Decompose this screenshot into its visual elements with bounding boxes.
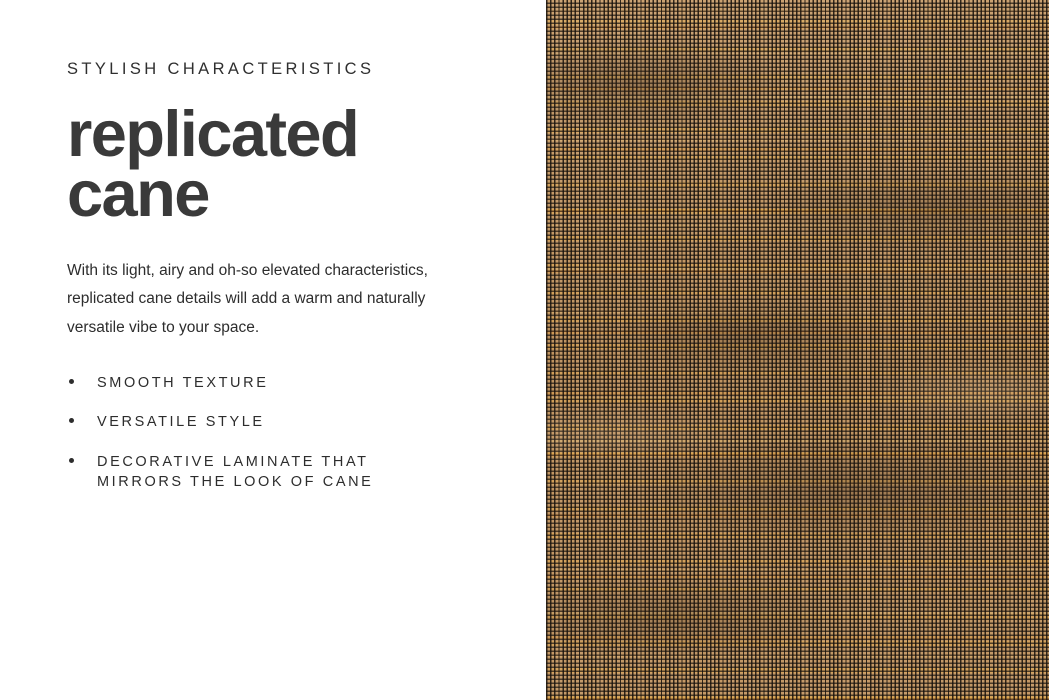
feature-text-line-1: DECORATIVE LAMINATE THAT xyxy=(97,453,369,470)
list-item xyxy=(67,452,486,493)
cane-shading-overlay xyxy=(546,0,1049,700)
list-item xyxy=(67,373,486,394)
page-title xyxy=(67,96,486,231)
feature-text-line-1: VERSATILE STYLE xyxy=(97,414,265,431)
feature-list xyxy=(67,373,486,493)
page-title-line-2: cane xyxy=(67,157,209,231)
bullet-icon xyxy=(69,418,74,423)
feature-text-line-1: SMOOTH TEXTURE xyxy=(97,374,269,391)
feature-text-line-2: MIRRORS THE LOOK OF CANE xyxy=(97,474,374,491)
body-paragraph: With its light, airy and oh-so elevated characteristics, replicated cane details will add a warm and naturally versatile vibe to your space. xyxy=(67,261,428,337)
list-item xyxy=(67,412,486,433)
bullet-icon xyxy=(69,458,74,463)
bullet-icon xyxy=(69,379,74,384)
cane-texture-image xyxy=(546,0,1049,700)
page-title-line-1: replicated xyxy=(67,96,359,170)
eyebrow-label: STYLISH CHARACTERISTICS xyxy=(67,60,375,78)
